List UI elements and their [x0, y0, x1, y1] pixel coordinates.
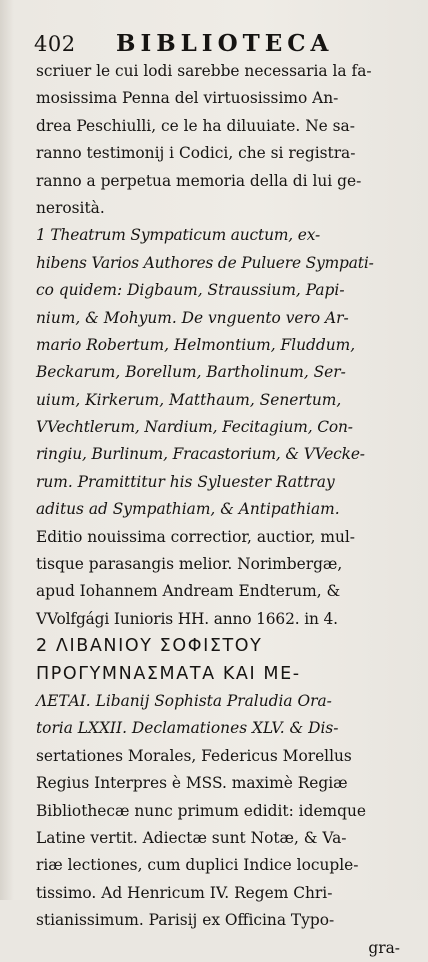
entry-2-line: Regius Interpres è MSS. maximè Regiæ	[36, 774, 348, 793]
entry-2-greek-title: ΠΡΟΓΥΜΝΑΣΜΑΤΑ ΚΑΙ ΜΕ-	[36, 663, 301, 684]
entry-2-line: sertationes Morales, Federicus Morellus	[36, 746, 352, 765]
entry-2-line: Bibliothecæ nunc primum edidit: idemque	[36, 801, 367, 820]
text-line: ranno testimonij i Codici, che si registra-	[36, 144, 356, 163]
catchword: gra-	[368, 938, 400, 957]
page-number: 402	[34, 32, 76, 56]
entry-2-line: tissimo. Ad Henricum IV. Regem Chri-	[36, 883, 333, 902]
entry-2-line: ΛΕΤΑΙ. Libanij Sophista Praludia Ora-	[36, 691, 332, 710]
entry-1-line: 1 Theatrum Sympaticum auctum, ex-	[36, 226, 321, 245]
text-line: ranno a perpetua memoria della di lui ge-	[36, 171, 362, 190]
body-text	[36, 58, 414, 962]
text-line: nerosità.	[36, 198, 105, 217]
entry-2-greek-title: 2 ΛΙΒΑΝΙΟΥ ΣΟΦΙΣΤΟΥ	[36, 636, 263, 657]
entry-1-line: mario Robertum, Helmontium, Fluddum,	[36, 335, 356, 354]
entry-1-line: aditus ad Sympathiam, & Antipathiam.	[36, 500, 340, 519]
entry-1-line: apud Iohannem Andream Endterum, &	[36, 582, 341, 601]
entry-2-line: riæ lectiones, cum duplici Indice locuple-	[36, 856, 359, 875]
entry-1-line: Beckarum, Borellum, Bartholinum, Ser-	[36, 363, 346, 382]
entry-1-line: ringiu, Burlinum, Fracastorium, & VVecke-	[36, 445, 365, 464]
entry-1-line: co quidem: Digbaum, Straussium, Papi-	[36, 281, 345, 300]
text-line: mosissima Penna del virtuosissimo An-	[36, 89, 339, 108]
entry-1-line: VVolfgági Iunioris HH. anno 1662. in 4.	[36, 609, 338, 628]
entry-2-line: Latine vertit. Adiectæ sunt Notæ, & Va-	[36, 828, 347, 847]
entry-1-line: VVechtlerum, Nardium, Fecitagium, Con-	[36, 418, 353, 437]
entry-1-line: tisque parasangis melior. Norimbergæ,	[36, 555, 343, 574]
entry-1-line: nium, & Mohyum. De vnguento vero Ar-	[36, 308, 349, 327]
entry-1-line: Editio nouissima correctior, auctior, mul-	[36, 527, 355, 546]
header-title: BIBLIOTECA	[116, 30, 334, 57]
entry-1-line: hibens Varios Authores de Puluere Sympati-	[36, 253, 374, 272]
running-head	[34, 30, 410, 58]
entry-1-line: rum. Pramittitur his Syluester Rattray	[36, 472, 335, 491]
text-line: scriuer le cui lodi sarebbe necessaria la fa-	[36, 62, 372, 80]
entry-1-line: uium, Kirkerum, Matthaum, Senertum,	[36, 390, 342, 409]
entry-2-line: stianissimum. Parisij ex Officina Typo-	[36, 911, 335, 930]
text-line: drea Peschiulli, ce le ha diluuiate. Ne sa-	[36, 116, 355, 135]
entry-2-line: toria LXXII. Declamationes XLV. & Dis-	[36, 719, 339, 738]
